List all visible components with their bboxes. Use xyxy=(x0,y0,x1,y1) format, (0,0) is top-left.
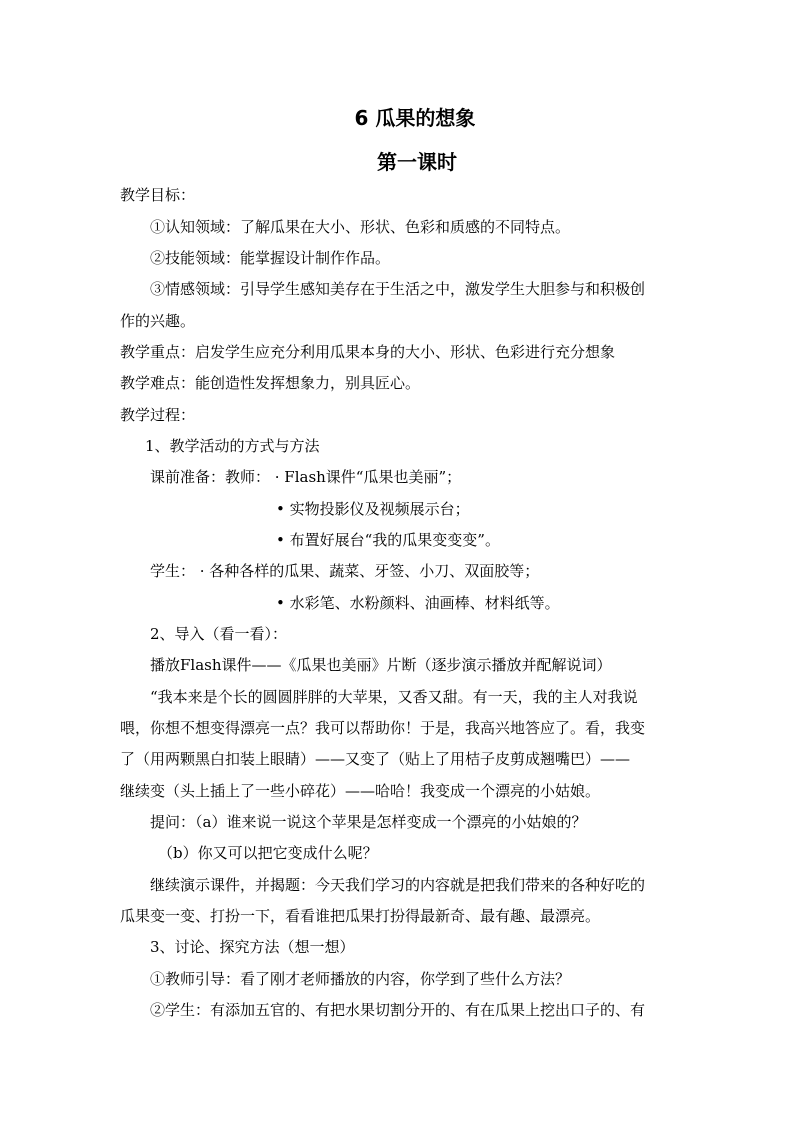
section-heading-difficulties: 教学难点：能创造性发挥想象力，别具匠心。 xyxy=(120,374,421,392)
document-title: 6 瓜果的想象 xyxy=(354,106,476,130)
paragraph-line: ①认知领域：了解瓜果在大小、形状、色彩和质感的不同特点。 xyxy=(150,218,571,236)
paragraph-line: （b）你又可以把它变成什么呢？ xyxy=(158,844,378,862)
paragraph-line: 提问：（a）谁来说一说这个苹果是怎样变成一个漂亮的小姑娘的？ xyxy=(150,813,587,831)
paragraph-line: 了（用两颗黑白扣装上眼睛）——又变了（贴上了用桔子皮剪成翘嘴巴）—— xyxy=(120,750,631,768)
paragraph-line: 继续变（头上插上了一些小碎花）——哈哈！我变成一个漂亮的小姑娘。 xyxy=(120,782,601,800)
list-item: • 布置好展台“我的瓜果变变变”。 xyxy=(276,531,500,549)
paragraph-line: 喂，你想不想变得漂亮一点？我可以帮助你！于是，我高兴地答应了。看，我变 xyxy=(120,719,646,737)
paragraph-line: ②学生：有添加五官的、有把水果切割分开的、有在瓜果上挖出口子的、有 xyxy=(150,1001,646,1019)
paragraph-line: 作的兴趣。 xyxy=(120,312,196,330)
list-item: • 实物投影仪及视频展示台； xyxy=(276,500,470,518)
document-subtitle: 第一课时 xyxy=(377,150,457,174)
list-item: • 水彩笔、水粉颜料、油画棒、材料纸等。 xyxy=(276,594,560,612)
section-heading-key-points: 教学重点：启发学生应充分利用瓜果本身的大小、形状、色彩进行充分想象 xyxy=(120,343,616,361)
paragraph-line: “我本来是个长的圆圆胖胖的大苹果，又香又甜。有一天，我的主人对我说 xyxy=(150,688,638,706)
step-heading: 3、讨论、探究方法（想一想） xyxy=(150,938,355,956)
step-heading: 1、教学活动的方式与方法 xyxy=(145,437,320,455)
paragraph-line: 播放Flash课件——《瓜果也美丽》片断（逐步演示播放并配解说词） xyxy=(150,656,612,674)
paragraph-line: 继续演示课件，并揭题：今天我们学习的内容就是把我们带来的各种好吃的 xyxy=(150,876,646,894)
paragraph-line: 瓜果变一变、打扮一下，看看谁把瓜果打扮得最新奇、最有趣、最漂亮。 xyxy=(120,907,601,925)
paragraph-line: 课前准备：教师： · Flash课件“瓜果也美丽”； xyxy=(150,468,462,486)
paragraph-line: 学生： · 各种各样的瓜果、蔬菜、牙签、小刀、双面胶等； xyxy=(150,562,540,580)
section-heading-objectives: 教学目标： xyxy=(120,186,196,204)
paragraph-line: ①教师引导：看了刚才老师播放的内容，你学到了些什么方法？ xyxy=(150,970,571,988)
paragraph-line: ③情感领域：引导学生感知美存在于生活之中，激发学生大胆参与和积极创 xyxy=(150,280,646,298)
paragraph-line: ②技能领域：能掌握设计制作作品。 xyxy=(150,249,391,267)
section-heading-process: 教学过程： xyxy=(120,406,196,424)
step-heading: 2、导入（看一看）： xyxy=(150,625,288,643)
